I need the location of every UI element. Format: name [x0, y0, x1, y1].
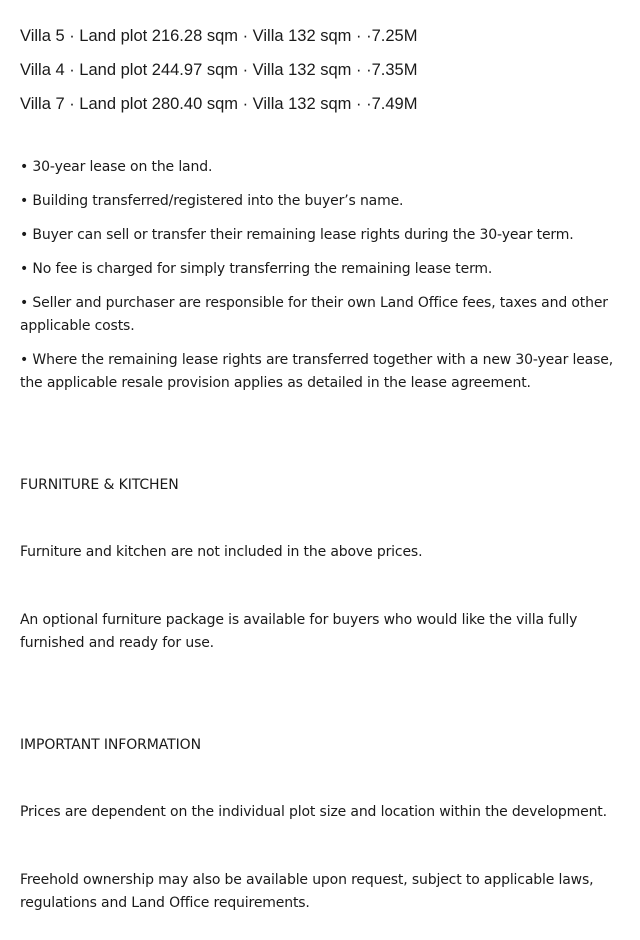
- villa-price-line: Villa 7 · Land plot 280.40 sqm · Villa 132 sqm · ·7.49M: [20, 95, 418, 113]
- important-paragraph: Freehold ownership may also be available upon request, subject to applicable laws, regulations and Land Office requirements.: [20, 872, 594, 911]
- lease-term-item: • 30-year lease on the land.: [20, 159, 213, 175]
- lease-term-item: • Buyer can sell or transfer their remaining lease rights during the 30-year term.: [20, 227, 574, 243]
- lease-term-item: • Building transferred/registered into the buyer’s name.: [20, 193, 404, 209]
- important-paragraph: Prices are dependent on the individual plot size and location within the development.: [20, 804, 607, 820]
- lease-term-item: • No fee is charged for simply transferring the remaining lease term.: [20, 261, 493, 277]
- section-heading-furniture: FURNITURE & KITCHEN: [20, 477, 179, 493]
- lease-term-item: • Where the remaining lease rights are transferred together with a new 30-year lease, the applicable resale provision applies as detailed in the lease agreement.: [20, 352, 614, 391]
- lease-term-item: • Seller and purchaser are responsible for their own Land Office fees, taxes and other applicable costs.: [20, 295, 608, 334]
- section-heading-important: IMPORTANT INFORMATION: [20, 737, 201, 753]
- furniture-paragraph: Furniture and kitchen are not included in the above prices.: [20, 544, 423, 560]
- villa-price-line: Villa 5 · Land plot 216.28 sqm · Villa 132 sqm · ·7.25M: [20, 27, 418, 45]
- villa-price-line: Villa 4 · Land plot 244.97 sqm · Villa 132 sqm · ·7.35M: [20, 61, 418, 79]
- furniture-paragraph: An optional furniture package is available for buyers who would like the villa fully furnished and ready for use.: [20, 612, 578, 651]
